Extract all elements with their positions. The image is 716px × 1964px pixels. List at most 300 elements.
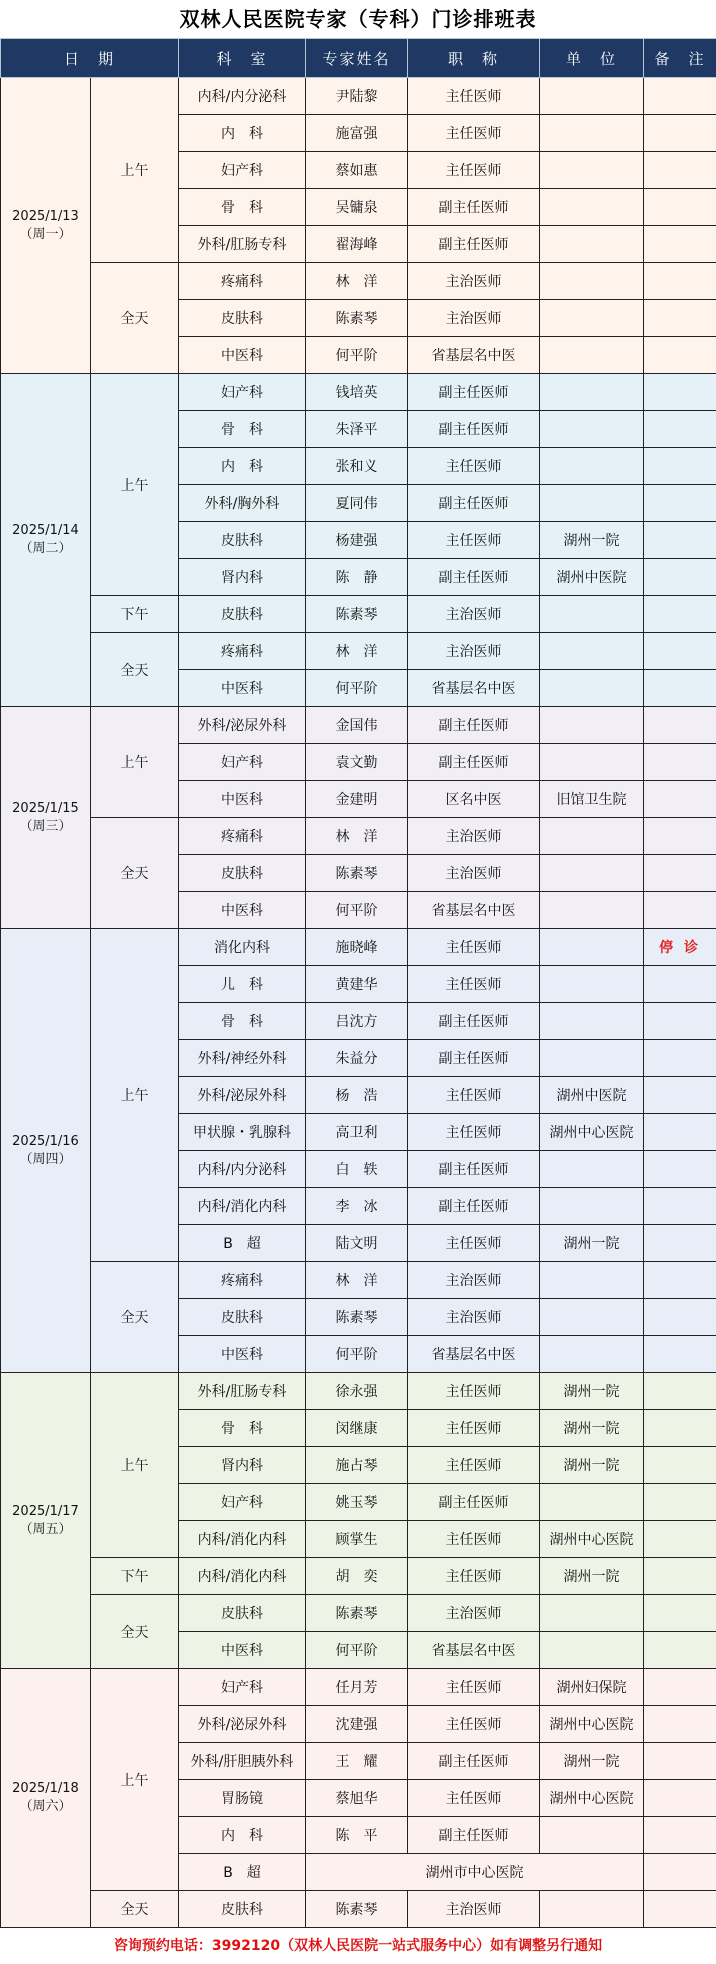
date-cell <box>1 1669 91 1928</box>
note-cell <box>644 115 716 152</box>
weekday-text: （周四） <box>1 1151 90 1169</box>
title-cell: 副主任医师 <box>408 1743 540 1780</box>
note-cell <box>644 152 716 189</box>
dept-cell: 儿 科 <box>179 966 306 1003</box>
unit-cell: 湖州中心医院 <box>540 1706 644 1743</box>
table-row <box>1 78 716 115</box>
expert-name-cell: 李 冰 <box>306 1188 408 1225</box>
expert-name-cell: 杨 浩 <box>306 1077 408 1114</box>
title-cell: 副主任医师 <box>408 707 540 744</box>
title-cell: 主任医师 <box>408 78 540 115</box>
note-cell <box>644 855 716 892</box>
expert-name-cell: 吕沈方 <box>306 1003 408 1040</box>
expert-name-cell: 钱培英 <box>306 374 408 411</box>
weekday-text: （周五） <box>1 1521 90 1539</box>
dept-cell: 妇产科 <box>179 152 306 189</box>
title-cell: 省基层名中医 <box>408 892 540 929</box>
note-cell <box>644 374 716 411</box>
unit-cell: 湖州一院 <box>540 1558 644 1595</box>
dept-cell: 疼痛科 <box>179 633 306 670</box>
table-row <box>1 1891 716 1928</box>
unit-cell <box>540 448 644 485</box>
date-cell <box>1 1373 91 1669</box>
dept-cell: 肾内科 <box>179 559 306 596</box>
title-cell: 副主任医师 <box>408 1151 540 1188</box>
dept-cell: 胃肠镜 <box>179 1780 306 1817</box>
date-text: 2025/1/13 <box>1 208 90 226</box>
dept-cell: 肾内科 <box>179 1447 306 1484</box>
dept-cell: 骨 科 <box>179 1003 306 1040</box>
note-cell <box>644 448 716 485</box>
period-cell: 全天 <box>91 1262 179 1373</box>
title-cell: 主治医师 <box>408 596 540 633</box>
dept-cell: 中医科 <box>179 1336 306 1373</box>
title-cell: 副主任医师 <box>408 1040 540 1077</box>
title-cell: 省基层名中医 <box>408 670 540 707</box>
title-cell: 主任医师 <box>408 929 540 966</box>
dept-cell: 皮肤科 <box>179 1299 306 1336</box>
expert-name-cell: 朱泽平 <box>306 411 408 448</box>
period-cell: 上午 <box>91 78 179 263</box>
table-row <box>1 1262 716 1299</box>
title-cell: 主治医师 <box>408 1262 540 1299</box>
note-cell <box>644 781 716 818</box>
note-cell <box>644 966 716 1003</box>
table-row <box>1 1373 716 1410</box>
note-cell <box>644 1669 716 1706</box>
date-cell <box>1 374 91 707</box>
schedule-table <box>0 38 716 1928</box>
period-cell: 下午 <box>91 1558 179 1595</box>
period-cell: 上午 <box>91 1669 179 1891</box>
title-cell: 主任医师 <box>408 1077 540 1114</box>
unit-cell: 湖州一院 <box>540 1410 644 1447</box>
expert-name-cell: 王 耀 <box>306 1743 408 1780</box>
expert-name-cell: 林 洋 <box>306 633 408 670</box>
title-cell: 主任医师 <box>408 522 540 559</box>
dept-cell: 骨 科 <box>179 189 306 226</box>
title-cell: 主治医师 <box>408 855 540 892</box>
date-cell <box>1 707 91 929</box>
title-cell: 主任医师 <box>408 1373 540 1410</box>
table-row <box>1 818 716 855</box>
dept-cell: 疼痛科 <box>179 1262 306 1299</box>
title-cell: 副主任医师 <box>408 374 540 411</box>
title-cell: 主治医师 <box>408 1299 540 1336</box>
table-row <box>1 596 716 633</box>
expert-name-cell: 陈 静 <box>306 559 408 596</box>
title-cell: 省基层名中医 <box>408 1632 540 1669</box>
title-cell: 主治医师 <box>408 263 540 300</box>
title-cell: 副主任医师 <box>408 189 540 226</box>
note-cell <box>644 1373 716 1410</box>
unit-cell <box>540 1188 644 1225</box>
title-cell: 主任医师 <box>408 1447 540 1484</box>
note-cell <box>644 522 716 559</box>
note-cell: 停 诊 <box>644 929 716 966</box>
expert-name-cell: 沈建强 <box>306 1706 408 1743</box>
unit-cell: 湖州一院 <box>540 1447 644 1484</box>
expert-name-cell: 顾掌生 <box>306 1521 408 1558</box>
expert-name-cell: 陈素琴 <box>306 1595 408 1632</box>
expert-name-cell: 蔡如惠 <box>306 152 408 189</box>
dept-cell: 中医科 <box>179 781 306 818</box>
expert-name-cell: 徐永强 <box>306 1373 408 1410</box>
note-cell <box>644 1151 716 1188</box>
unit-cell <box>540 189 644 226</box>
expert-name-cell: 林 洋 <box>306 1262 408 1299</box>
dept-cell: 内 科 <box>179 1817 306 1854</box>
title-cell: 主任医师 <box>408 152 540 189</box>
unit-cell <box>540 966 644 1003</box>
expert-name-cell: 施富强 <box>306 115 408 152</box>
title-cell: 主任医师 <box>408 1706 540 1743</box>
period-cell: 全天 <box>91 1891 179 1928</box>
table-row <box>1 374 716 411</box>
note-cell <box>644 1003 716 1040</box>
dept-cell: 妇产科 <box>179 374 306 411</box>
dept-cell: 外科/胸外科 <box>179 485 306 522</box>
title-cell: 主任医师 <box>408 1225 540 1262</box>
expert-name-cell: 陆文明 <box>306 1225 408 1262</box>
dept-cell: B 超 <box>179 1854 306 1891</box>
unit-cell: 湖州一院 <box>540 1743 644 1780</box>
unit-cell <box>540 892 644 929</box>
note-cell <box>644 744 716 781</box>
expert-name-cell: 尹陆黎 <box>306 78 408 115</box>
unit-cell <box>540 485 644 522</box>
note-cell <box>644 1706 716 1743</box>
header-date: 日 期 <box>1 39 179 78</box>
dept-cell: 骨 科 <box>179 1410 306 1447</box>
unit-cell <box>540 1632 644 1669</box>
note-cell <box>644 1225 716 1262</box>
title-cell: 副主任医师 <box>408 411 540 448</box>
period-cell: 全天 <box>91 1595 179 1669</box>
expert-name-cell: 施晓峰 <box>306 929 408 966</box>
title-cell: 副主任医师 <box>408 226 540 263</box>
title-cell: 省基层名中医 <box>408 337 540 374</box>
unit-cell <box>540 670 644 707</box>
note-cell <box>644 818 716 855</box>
note-cell <box>644 1447 716 1484</box>
title-cell: 主任医师 <box>408 966 540 1003</box>
title-cell: 主任医师 <box>408 1558 540 1595</box>
title-cell: 副主任医师 <box>408 1188 540 1225</box>
dept-cell: 妇产科 <box>179 744 306 781</box>
expert-name-cell: 何平阶 <box>306 892 408 929</box>
note-cell <box>644 670 716 707</box>
footer-notice: 咨询预约电话：3992120（双林人民医院一站式服务中心）如有调整另行通知 <box>0 1928 716 1964</box>
expert-name-cell: 林 洋 <box>306 818 408 855</box>
dept-cell: 外科/肛肠专科 <box>179 226 306 263</box>
unit-cell <box>540 152 644 189</box>
expert-name-cell: 何平阶 <box>306 1632 408 1669</box>
weekday-text: （周一） <box>1 226 90 244</box>
unit-cell: 湖州一院 <box>540 1373 644 1410</box>
title-cell: 主治医师 <box>408 300 540 337</box>
dept-cell: 皮肤科 <box>179 1595 306 1632</box>
note-cell <box>644 411 716 448</box>
dept-cell: 中医科 <box>179 670 306 707</box>
unit-cell <box>540 1262 644 1299</box>
date-cell <box>1 78 91 374</box>
expert-name-cell: 陈素琴 <box>306 300 408 337</box>
unit-cell <box>540 596 644 633</box>
unit-cell <box>540 1817 644 1854</box>
dept-cell: 皮肤科 <box>179 596 306 633</box>
title-cell: 主任医师 <box>408 1780 540 1817</box>
page-title: 双林人民医院专家（专科）门诊排班表 <box>0 0 716 38</box>
title-cell: 副主任医师 <box>408 1484 540 1521</box>
note-cell <box>644 189 716 226</box>
expert-name-cell: 陈素琴 <box>306 1299 408 1336</box>
expert-name-cell: 闵继康 <box>306 1410 408 1447</box>
dept-cell: 内科/消化内科 <box>179 1188 306 1225</box>
header-unit: 单 位 <box>540 39 644 78</box>
note-cell <box>644 300 716 337</box>
unit-cell: 旧馆卫生院 <box>540 781 644 818</box>
dept-cell: 内科/消化内科 <box>179 1521 306 1558</box>
dept-cell: 内科/消化内科 <box>179 1558 306 1595</box>
title-cell: 主任医师 <box>408 1521 540 1558</box>
dept-cell: 外科/神经外科 <box>179 1040 306 1077</box>
expert-name-cell: 吴镛泉 <box>306 189 408 226</box>
note-cell <box>644 226 716 263</box>
table-row <box>1 1669 716 1706</box>
weekday-text: （周二） <box>1 540 90 558</box>
dept-cell: 骨 科 <box>179 411 306 448</box>
weekday-text: （周六） <box>1 1798 90 1816</box>
note-cell <box>644 1632 716 1669</box>
note-cell <box>644 1521 716 1558</box>
expert-name-cell: 胡 奕 <box>306 1558 408 1595</box>
table-row <box>1 263 716 300</box>
dept-cell: 内科/内分泌科 <box>179 1151 306 1188</box>
date-text: 2025/1/16 <box>1 1133 90 1151</box>
dept-cell: 外科/泌尿外科 <box>179 1706 306 1743</box>
title-cell: 副主任医师 <box>408 485 540 522</box>
date-text: 2025/1/14 <box>1 522 90 540</box>
expert-name-cell: 翟海峰 <box>306 226 408 263</box>
dept-cell: 妇产科 <box>179 1484 306 1521</box>
dept-cell: 外科/肝胆胰外科 <box>179 1743 306 1780</box>
unit-cell: 湖州中心医院 <box>540 1780 644 1817</box>
title-cell: 省基层名中医 <box>408 1336 540 1373</box>
note-cell <box>644 1336 716 1373</box>
unit-cell <box>540 1595 644 1632</box>
unit-cell: 湖州中心医院 <box>540 1114 644 1151</box>
note-cell <box>644 1558 716 1595</box>
period-cell: 全天 <box>91 633 179 707</box>
note-cell <box>644 1484 716 1521</box>
unit-cell <box>540 1040 644 1077</box>
expert-name-cell: 陈 平 <box>306 1817 408 1854</box>
expert-name-cell: 袁文勤 <box>306 744 408 781</box>
note-cell <box>644 1299 716 1336</box>
title-cell: 主任医师 <box>408 115 540 152</box>
title-cell: 主治医师 <box>408 1891 540 1928</box>
expert-name-cell: 夏同伟 <box>306 485 408 522</box>
header-dept: 科 室 <box>179 39 306 78</box>
expert-name-cell: 杨建强 <box>306 522 408 559</box>
dept-cell: 中医科 <box>179 892 306 929</box>
unit-cell: 湖州一院 <box>540 522 644 559</box>
title-cell: 主治医师 <box>408 818 540 855</box>
note-cell <box>644 707 716 744</box>
title-cell: 主任医师 <box>408 1114 540 1151</box>
period-cell: 上午 <box>91 374 179 596</box>
title-cell: 副主任医师 <box>408 1817 540 1854</box>
period-cell: 上午 <box>91 1373 179 1558</box>
title-cell: 副主任医师 <box>408 744 540 781</box>
dept-cell: 皮肤科 <box>179 522 306 559</box>
dept-cell: 甲状腺・乳腺科 <box>179 1114 306 1151</box>
note-cell <box>644 1817 716 1854</box>
title-cell: 主任医师 <box>408 1669 540 1706</box>
note-cell <box>644 559 716 596</box>
expert-name-cell: 张和义 <box>306 448 408 485</box>
unit-cell <box>540 855 644 892</box>
schedule-body <box>1 78 716 1928</box>
expert-name-cell: 姚玉琴 <box>306 1484 408 1521</box>
unit-cell <box>540 263 644 300</box>
title-cell: 副主任医师 <box>408 1003 540 1040</box>
table-row <box>1 929 716 966</box>
note-cell <box>644 892 716 929</box>
expert-name-cell: 施占琴 <box>306 1447 408 1484</box>
note-cell <box>644 1891 716 1928</box>
expert-name-cell: 陈素琴 <box>306 855 408 892</box>
dept-cell: 皮肤科 <box>179 1891 306 1928</box>
unit-cell <box>540 374 644 411</box>
unit-cell: 湖州中医院 <box>540 559 644 596</box>
date-text: 2025/1/15 <box>1 800 90 818</box>
dept-cell: 疼痛科 <box>179 818 306 855</box>
unit-cell <box>540 1336 644 1373</box>
note-cell <box>644 1040 716 1077</box>
unit-cell <box>540 1151 644 1188</box>
unit-cell: 湖州中医院 <box>540 1077 644 1114</box>
dept-cell: 内科/内分泌科 <box>179 78 306 115</box>
unit-cell <box>540 337 644 374</box>
expert-name-cell: 蔡旭华 <box>306 1780 408 1817</box>
expert-name-cell: 金国伟 <box>306 707 408 744</box>
note-cell <box>644 1854 716 1891</box>
unit-cell <box>540 226 644 263</box>
header-row <box>1 39 716 78</box>
expert-name-cell: 金建明 <box>306 781 408 818</box>
dept-cell: 外科/泌尿外科 <box>179 1077 306 1114</box>
unit-cell <box>540 411 644 448</box>
title-cell: 主任医师 <box>408 448 540 485</box>
dept-cell: 中医科 <box>179 1632 306 1669</box>
expert-name-cell: 林 洋 <box>306 263 408 300</box>
header-note: 备 注 <box>644 39 716 78</box>
title-cell: 主治医师 <box>408 633 540 670</box>
note-cell <box>644 1077 716 1114</box>
title-cell: 副主任医师 <box>408 559 540 596</box>
note-cell <box>644 78 716 115</box>
unit-cell <box>540 78 644 115</box>
unit-cell <box>540 300 644 337</box>
dept-cell: 外科/泌尿外科 <box>179 707 306 744</box>
unit-cell <box>540 633 644 670</box>
title-cell: 区名中医 <box>408 781 540 818</box>
note-cell <box>644 1743 716 1780</box>
note-cell <box>644 1262 716 1299</box>
period-cell: 全天 <box>91 818 179 929</box>
date-text: 2025/1/18 <box>1 1780 90 1798</box>
dept-cell: 妇产科 <box>179 1669 306 1706</box>
note-cell <box>644 1595 716 1632</box>
table-row <box>1 707 716 744</box>
expert-name-cell: 黄建华 <box>306 966 408 1003</box>
table-row <box>1 1595 716 1632</box>
period-cell: 全天 <box>91 263 179 374</box>
period-cell: 下午 <box>91 596 179 633</box>
unit-cell <box>540 115 644 152</box>
note-cell <box>644 1114 716 1151</box>
unit-cell <box>540 744 644 781</box>
expert-name-cell: 陈素琴 <box>306 596 408 633</box>
table-row <box>1 1558 716 1595</box>
unit-cell <box>540 707 644 744</box>
dept-cell: 疼痛科 <box>179 263 306 300</box>
unit-cell: 湖州中心医院 <box>540 1521 644 1558</box>
dept-cell: 中医科 <box>179 337 306 374</box>
unit-cell: 湖州一院 <box>540 1225 644 1262</box>
table-row <box>1 633 716 670</box>
unit-cell <box>540 1003 644 1040</box>
note-cell <box>644 596 716 633</box>
dept-cell: 内 科 <box>179 115 306 152</box>
header-expert-name: 专家姓名 <box>306 39 408 78</box>
period-cell: 上午 <box>91 929 179 1262</box>
expert-name-cell: 朱益分 <box>306 1040 408 1077</box>
expert-name-cell: 白 轶 <box>306 1151 408 1188</box>
title-cell: 主任医师 <box>408 1410 540 1447</box>
dept-cell: 外科/肛肠专科 <box>179 1373 306 1410</box>
expert-name-cell: 陈素琴 <box>306 1891 408 1928</box>
dept-cell: B 超 <box>179 1225 306 1262</box>
note-cell <box>644 485 716 522</box>
expert-name-cell: 何平阶 <box>306 1336 408 1373</box>
unit-cell <box>540 1299 644 1336</box>
dept-cell: 皮肤科 <box>179 300 306 337</box>
date-text: 2025/1/17 <box>1 1503 90 1521</box>
note-cell <box>644 1780 716 1817</box>
note-cell <box>644 263 716 300</box>
unit-cell <box>540 929 644 966</box>
period-cell: 上午 <box>91 707 179 818</box>
header-title: 职 称 <box>408 39 540 78</box>
unit-cell: 湖州妇保院 <box>540 1669 644 1706</box>
note-cell <box>644 633 716 670</box>
expert-name-cell: 任月芳 <box>306 1669 408 1706</box>
unit-cell <box>540 1484 644 1521</box>
dept-cell: 消化内科 <box>179 929 306 966</box>
note-cell <box>644 1410 716 1447</box>
dept-cell: 内 科 <box>179 448 306 485</box>
merged-unit-cell: 湖州市中心医院 <box>306 1854 644 1891</box>
dept-cell: 皮肤科 <box>179 855 306 892</box>
expert-name-cell: 高卫利 <box>306 1114 408 1151</box>
expert-name-cell: 何平阶 <box>306 337 408 374</box>
note-cell <box>644 1188 716 1225</box>
unit-cell <box>540 818 644 855</box>
unit-cell <box>540 1891 644 1928</box>
